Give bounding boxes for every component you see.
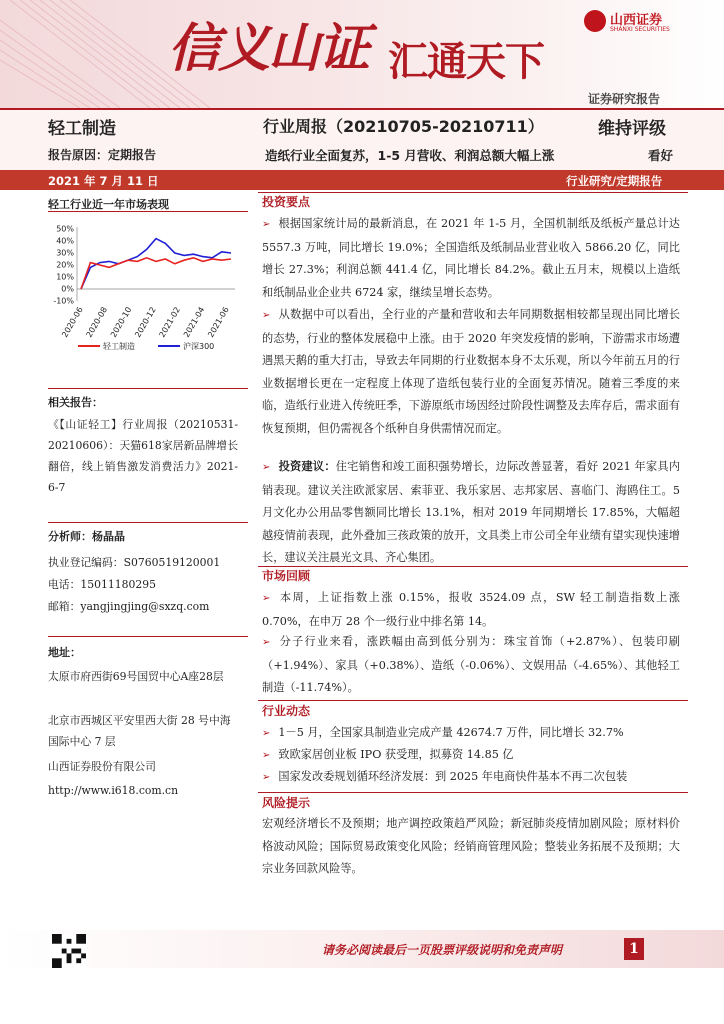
section-title-investment: 投资要点 [262, 195, 311, 209]
rating-value: 看好 [648, 148, 674, 163]
company-name: 山西证券股份有限公司 [48, 760, 156, 773]
company-logo-en: SHANXI SECURITIES [610, 26, 670, 33]
analyst-name: 分析师：杨晶晶 [48, 530, 125, 543]
x-tick-label: 2021-02 [157, 305, 183, 339]
legend-label-hs300: 沪深300 [183, 342, 215, 351]
risk-paragraph: 宏观经济增长不及预期；地产调控政策趋严风险；新冠肺炎疫情加剧风险；原材料价格波动风险；国际贸易政策变化风险；经销商管理风险；整装业务拓展不及预期；大宗业务回款风险等。 [262, 817, 680, 875]
divider [48, 388, 248, 389]
bullet-arrow-icon: ➢ [262, 750, 271, 761]
company-website[interactable]: http://www.i618.com.cn [48, 784, 179, 797]
rating-label: 维持评级 [598, 119, 666, 139]
section-title-market: 市场回顾 [262, 569, 311, 583]
market-p2-text: 分子行业来看，涨跌幅由高到低分别为：珠宝首饰（+2.87%）、包装印刷（+1.94%）、家具（+0.38%）、造纸（-0.06%）、文娱用品（-4.65%）、其他轻工制造（-11.74%）。 [262, 635, 680, 694]
investment-paragraph-1 [262, 213, 680, 304]
x-tick-label: 2021-04 [181, 305, 207, 339]
y-tick-label: 50% [56, 224, 74, 234]
dynamics-item-2 [262, 744, 680, 768]
qr-code-icon[interactable] [52, 934, 86, 968]
report-type-label: 证券研究报告 [588, 92, 661, 106]
divider [258, 566, 688, 567]
chart-title: 轻工行业近一年市场表现 [48, 198, 169, 211]
dynamics-item-3 [262, 766, 692, 790]
investment-paragraph-2 [262, 304, 680, 440]
section-title-risk: 风险提示 [262, 796, 311, 810]
industry-name: 轻工制造 [48, 119, 116, 139]
bullet-arrow-icon: ➢ [262, 310, 271, 321]
related-heading: 相关报告： [48, 396, 103, 409]
x-tick-label: 2020-12 [133, 305, 158, 339]
x-tick-label: 2020-06 [60, 305, 85, 339]
y-tick-label: 40% [56, 236, 74, 246]
investment-p3-text: 住宅销售和竣工面积强势增长，边际改善显著，看好 2021 年家具内销表现。建议关注欧派家居、索菲亚、我乐家居、志邦家居、喜临门、海鸥住工。5 月文化办公用品零售额同比增长 13.1%，相对 2019 年同期增长 17.85%，大幅超越疫情前表现，此外叠加三孩政策的放开，文具类上市公司全年业绩有望实现快速增长，建议关注晨光文具、齐心集团。 [262, 460, 680, 564]
dynamics-item-2-text: 致欧家居创业板 IPO 获受理，拟募资 14.85 亿 [278, 748, 514, 761]
report-title: 行业周报（20210705-20210711） [263, 117, 544, 136]
divider [258, 700, 688, 701]
market-paragraph-2 [262, 631, 680, 700]
y-tick-label: 0% [61, 284, 74, 294]
slogan-main: 信义山证 [168, 18, 369, 79]
company-logo-text: 山西证券 [610, 13, 663, 28]
analyst-email[interactable]: 邮箱：yangjingjing@sxzq.com [48, 600, 210, 613]
analyst-license: 执业登记编码：S0760519120001 [48, 556, 221, 569]
address-beijing: 北京市西城区平安里西大街 28 号中海国际中心 7 层 [48, 714, 231, 748]
bullet-arrow-icon: ➢ [262, 772, 271, 783]
divider [258, 792, 688, 793]
report-reason: 报告原因：定期报告 [48, 148, 157, 162]
related-report-link[interactable]: 《【山证轻工】行业周报（20210531-20210606）：天猫618家居新品牌增长翻倍，线上销售激发消费活力》2021-6-7 [48, 418, 238, 494]
y-tick-label: -10% [53, 296, 74, 306]
y-tick-label: 20% [56, 260, 74, 270]
market-paragraph-1 [262, 587, 680, 633]
dynamics-item-1 [262, 722, 680, 746]
x-tick-label: 2020-10 [108, 305, 134, 339]
shanxi-securities-logo-icon [584, 10, 606, 32]
series-line-qinggong [81, 239, 231, 289]
report-headline: 造纸行业全面复苏，1-5 月营收、利润总额大幅上涨 [265, 148, 555, 163]
investment-paragraph-3 [262, 456, 680, 570]
chart-title-underline [48, 211, 248, 212]
address-heading: 地址： [48, 646, 81, 659]
slogan-secondary: 汇通天下 [388, 38, 544, 85]
market-p1-text: 本周，上证指数上涨 0.15%，报收 3524.09 点，SW 轻工制造指数上涨 0.70%，在申万 28 个一级行业中排名第 14。 [262, 591, 680, 628]
divider [48, 636, 248, 637]
analyst-phone: 电话：15011180295 [48, 578, 156, 591]
page-number: 1 [624, 938, 644, 960]
market-performance-chart [40, 215, 245, 360]
section-title-dynamics: 行业动态 [262, 704, 311, 718]
divider [48, 522, 248, 523]
bullet-arrow-icon: ➢ [262, 637, 271, 648]
x-tick-label: 2020-08 [84, 305, 110, 339]
investment-p2-text: 从数据中可以看出，全行业的产量和营收和去年同期数据相较都呈现出同比增长的态势，行业的整体发展稳中上涨。由于 2020 年突发疫情的影响，下游需求市场遭遇黑天鹅的重大打击，导致去年同期的行业数据本身不太乐观，所以今年前五月的行业数据增长更在一定程度上体现了造纸包装行业的全面复苏情况。随着三季度的来临，造纸行业进入传统旺季，下游原纸市场因经过阶段性调整及去库存后，需求面有恢复预期，但仍需视各个纸种自身供需情况而定。 [262, 308, 680, 435]
y-tick-label: 30% [56, 248, 74, 258]
report-date: 2021 年 7 月 11 日 [48, 174, 159, 188]
dynamics-item-3-text: 国家发改委规划循环经济发展：到 2025 年电商快件基本不再二次包装 [278, 770, 628, 783]
report-category: 行业研究/定期报告 [566, 174, 663, 188]
investment-advice-label: 投资建议： [278, 460, 336, 473]
divider [258, 192, 688, 193]
legend-label-light-industry: 轻工制造 [103, 342, 135, 351]
bullet-arrow-icon: ➢ [262, 462, 271, 473]
x-tick-label: 2021-06 [206, 305, 231, 339]
y-tick-label: 10% [56, 272, 74, 282]
disclaimer-notice: 请务必阅读最后一页股票评级说明和免责声明 [322, 943, 563, 957]
bullet-arrow-icon: ➢ [262, 219, 271, 230]
bullet-arrow-icon: ➢ [262, 728, 271, 739]
dynamics-item-1-text: 1－5 月，全国家具制造业完成产量 42674.7 万件，同比增长 32.7% [278, 726, 624, 739]
investment-p1-text: 根据国家统计局的最新消息，在 2021 年 1-5 月，全国机制纸及纸板产量总计达 5557.3 万吨，同比增长 19.0%；全国造纸及纸制品业营业收入 5866.20 亿，同比增长 27.3%；利润总额 441.4 亿，同比增长 84.2%。截止五月末，规模以上造纸和纸制品业企业共 6724 家，继续呈增长态势。 [262, 217, 680, 299]
address-taiyuan: 太原市府西街69号国贸中心A座28层 [48, 670, 224, 683]
bullet-arrow-icon: ➢ [262, 593, 271, 604]
